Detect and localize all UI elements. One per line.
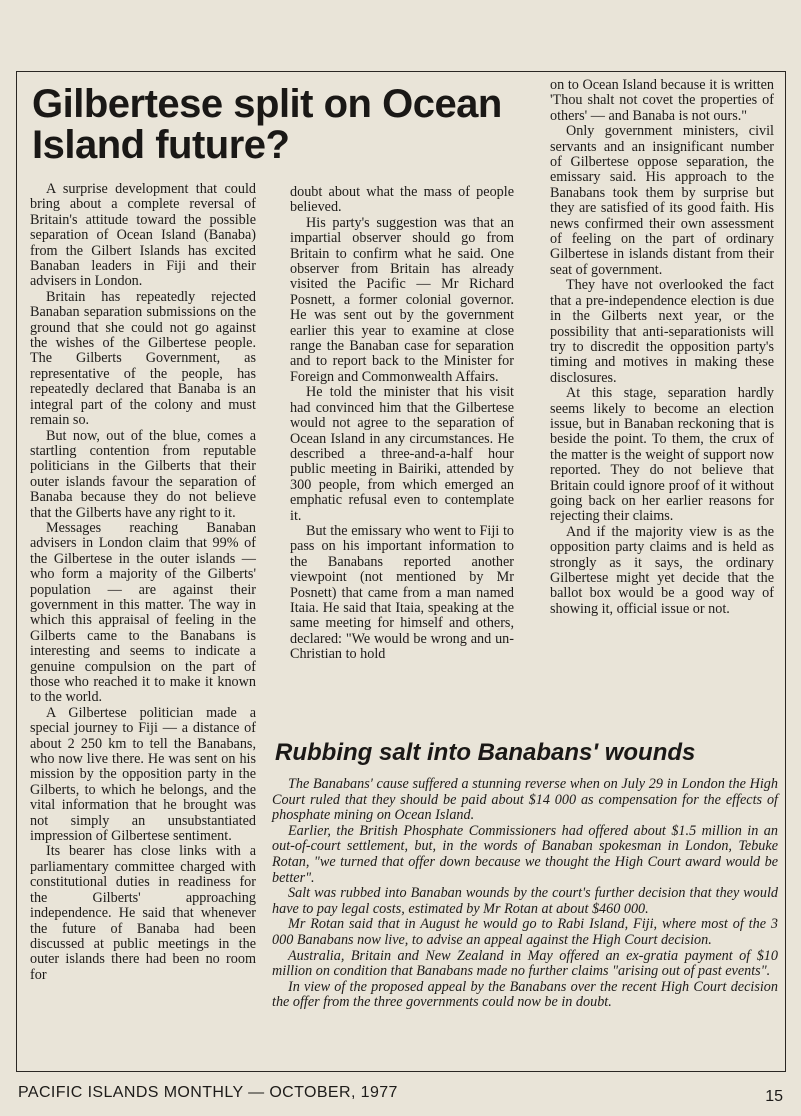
paragraph: Mr Rotan said that in August he would go to Rabi Island, Fiji, where most of the 3 000 Banabans now live, to advise an appeal against the High Court decision.: [272, 916, 778, 948]
article-column-middle: [290, 185, 514, 663]
paragraph: Britain has repeatedly rejected Banaban separation submissions on the ground that she could not go against the wishes of the Gilbertese people. The Gilberts Government, as representative of the people, has repeatedly declared that Banaba is an integral part of the colony and must remain so.: [30, 288, 256, 429]
paragraph: Earlier, the British Phosphate Commissioners had offered about $1.5 million in an out-of-court settlement, but, in the words of Banaban spokesman in London, Tebuke Rotan, "we turned that offer down because we thought the High Court award would be better".: [272, 822, 778, 886]
article-headline: Gilbertese split on Ocean Island future?: [32, 82, 502, 167]
paragraph: But now, out of the blue, comes a startling contention from reputable politicians in the Gilberts that their outer islands favour the separation of Banaba because they do not believe that the Gilberts have any right to it.: [30, 427, 256, 521]
paragraph: But the emissary who went to Fiji to pass on his important information to the Banabans reported another viewpoint (not mentioned by Mr Posnett) that came from a man named Itaia. He said that Itaia, speaking at the same meeting for himself and others, declared: "We would be wrong and un-Christian to hold: [290, 522, 514, 663]
paragraph: Australia, Britain and New Zealand in May offered an ex-gratia payment of $10 million on condition that Banabans made no further claims "arising out of past events".: [272, 947, 778, 980]
boxed-story-body: [272, 777, 778, 1011]
article-column-right: [550, 78, 774, 617]
paragraph: doubt about what the mass of people believed.: [290, 184, 514, 216]
paragraph: And if the majority view is as the opposition party claims and is held as strongly as it says, the ordinary Gilbertese might yet decide that the ballot box would be a good way of showing it, official issue or not.: [550, 523, 774, 617]
paragraph: Messages reaching Banaban advisers in London claim that 99% of the Gilbertese in the outer islands — who form a majority of the Gilberts' population — are against their government in this matter. The way in which this appraisal of feeling in the Gilberts came to the Banabans is interesting and seems to indicate a genuine compulsion on the part of those who reached it to make it known to the world.: [30, 519, 256, 706]
paragraph: At this stage, separation hardly seems likely to become an election issue, but in Banaban reckoning that is beside the point. To them, the crux of the matter is the weight of support now reported. They do not believe that Britain could ignore proof of it without going back on her earlier reasons for rejecting their claims.: [550, 385, 774, 525]
paragraph: Salt was rubbed into Banaban wounds by the court's further decision that they would have to pay legal costs, estimated by Mr Rotan at about $460 000.: [272, 885, 778, 917]
footer-publication: PACIFIC ISLANDS MONTHLY — OCTOBER, 1977: [18, 1084, 398, 1101]
paragraph: A Gilbertese politician made a special journey to Fiji — a distance of about 2 250 km to tell the Banabans, who now live there. He was sent on his mission by the opposition party in the Gilberts, to which he belongs, and the vital information that he brought was not simply an unsubstantiated impression of Gilbertese sentiment.: [30, 704, 256, 845]
paragraph: Only government ministers, civil servants and an insignificant number of Gilbertese oppose separation, the emissary said. His approach to the Banabans took them by surprise but they are satisfied of its good faith. His news confirmed their own assessment of feeling on the part of ordinary Gilbertese in islands distant from their seat of government.: [550, 123, 774, 278]
paragraph: The Banabans' cause suffered a stunning reverse when on July 29 in London the High Court ruled that they should be paid about $14 000 as compensation for the effects of phosphate mining on Ocean Island.: [272, 776, 778, 824]
article-column-left: [30, 182, 256, 983]
boxed-story-title: Rubbing salt into Banabans' wounds: [275, 739, 696, 766]
paragraph: Its bearer has close links with a parliamentary committee charged with constitutional duties in readiness for the Gilberts' approaching independence. He said that whenever the future of Banaba had been discussed at public meetings in the outer islands there had been no room for: [30, 843, 256, 983]
paragraph: His party's suggestion was that an impartial observer should go from Britain to confirm what he said. One observer from Britain has already visited the Pacific — Mr Richard Posnett, a former colonial governor. He was sent out by the government earlier this year to examine at close range the Banaban case for separation and to report back to the Minister for Foreign and Commonwealth Affairs.: [290, 214, 514, 385]
paragraph: In view of the proposed appeal by the Banabans over the recent High Court decision the offer from the three governments could now be in doubt.: [272, 978, 778, 1011]
paragraph: A surprise development that could bring about a complete reversal of Britain's attitude toward the possible separation of Ocean Island (Banaba) from the Gilbert Islands has excited Banaban leaders in Fiji and their advisers in London.: [30, 181, 256, 290]
page-number: 15: [765, 1088, 783, 1105]
paragraph: on to Ocean Island because it is written 'Thou shalt not covet the properties of others' — and Banaba is not ours.": [550, 77, 774, 124]
paragraph: They have not overlooked the fact that a pre-independence election is due in the Gilberts next year, or the possibility that anti-separationists will try to discredit the opposition party's timing and motives in making these disclosures.: [550, 277, 774, 386]
footer-rule: [16, 1071, 786, 1072]
paragraph: He told the minister that his visit had convinced him that the Gilbertese would not agree to the separation of Ocean Island in any circumstances. He described a three-and-a-half hour public meeting in Bairiki, attended by 300 people, from which emerged an emphatic refusal even to contemplate it.: [290, 384, 514, 524]
